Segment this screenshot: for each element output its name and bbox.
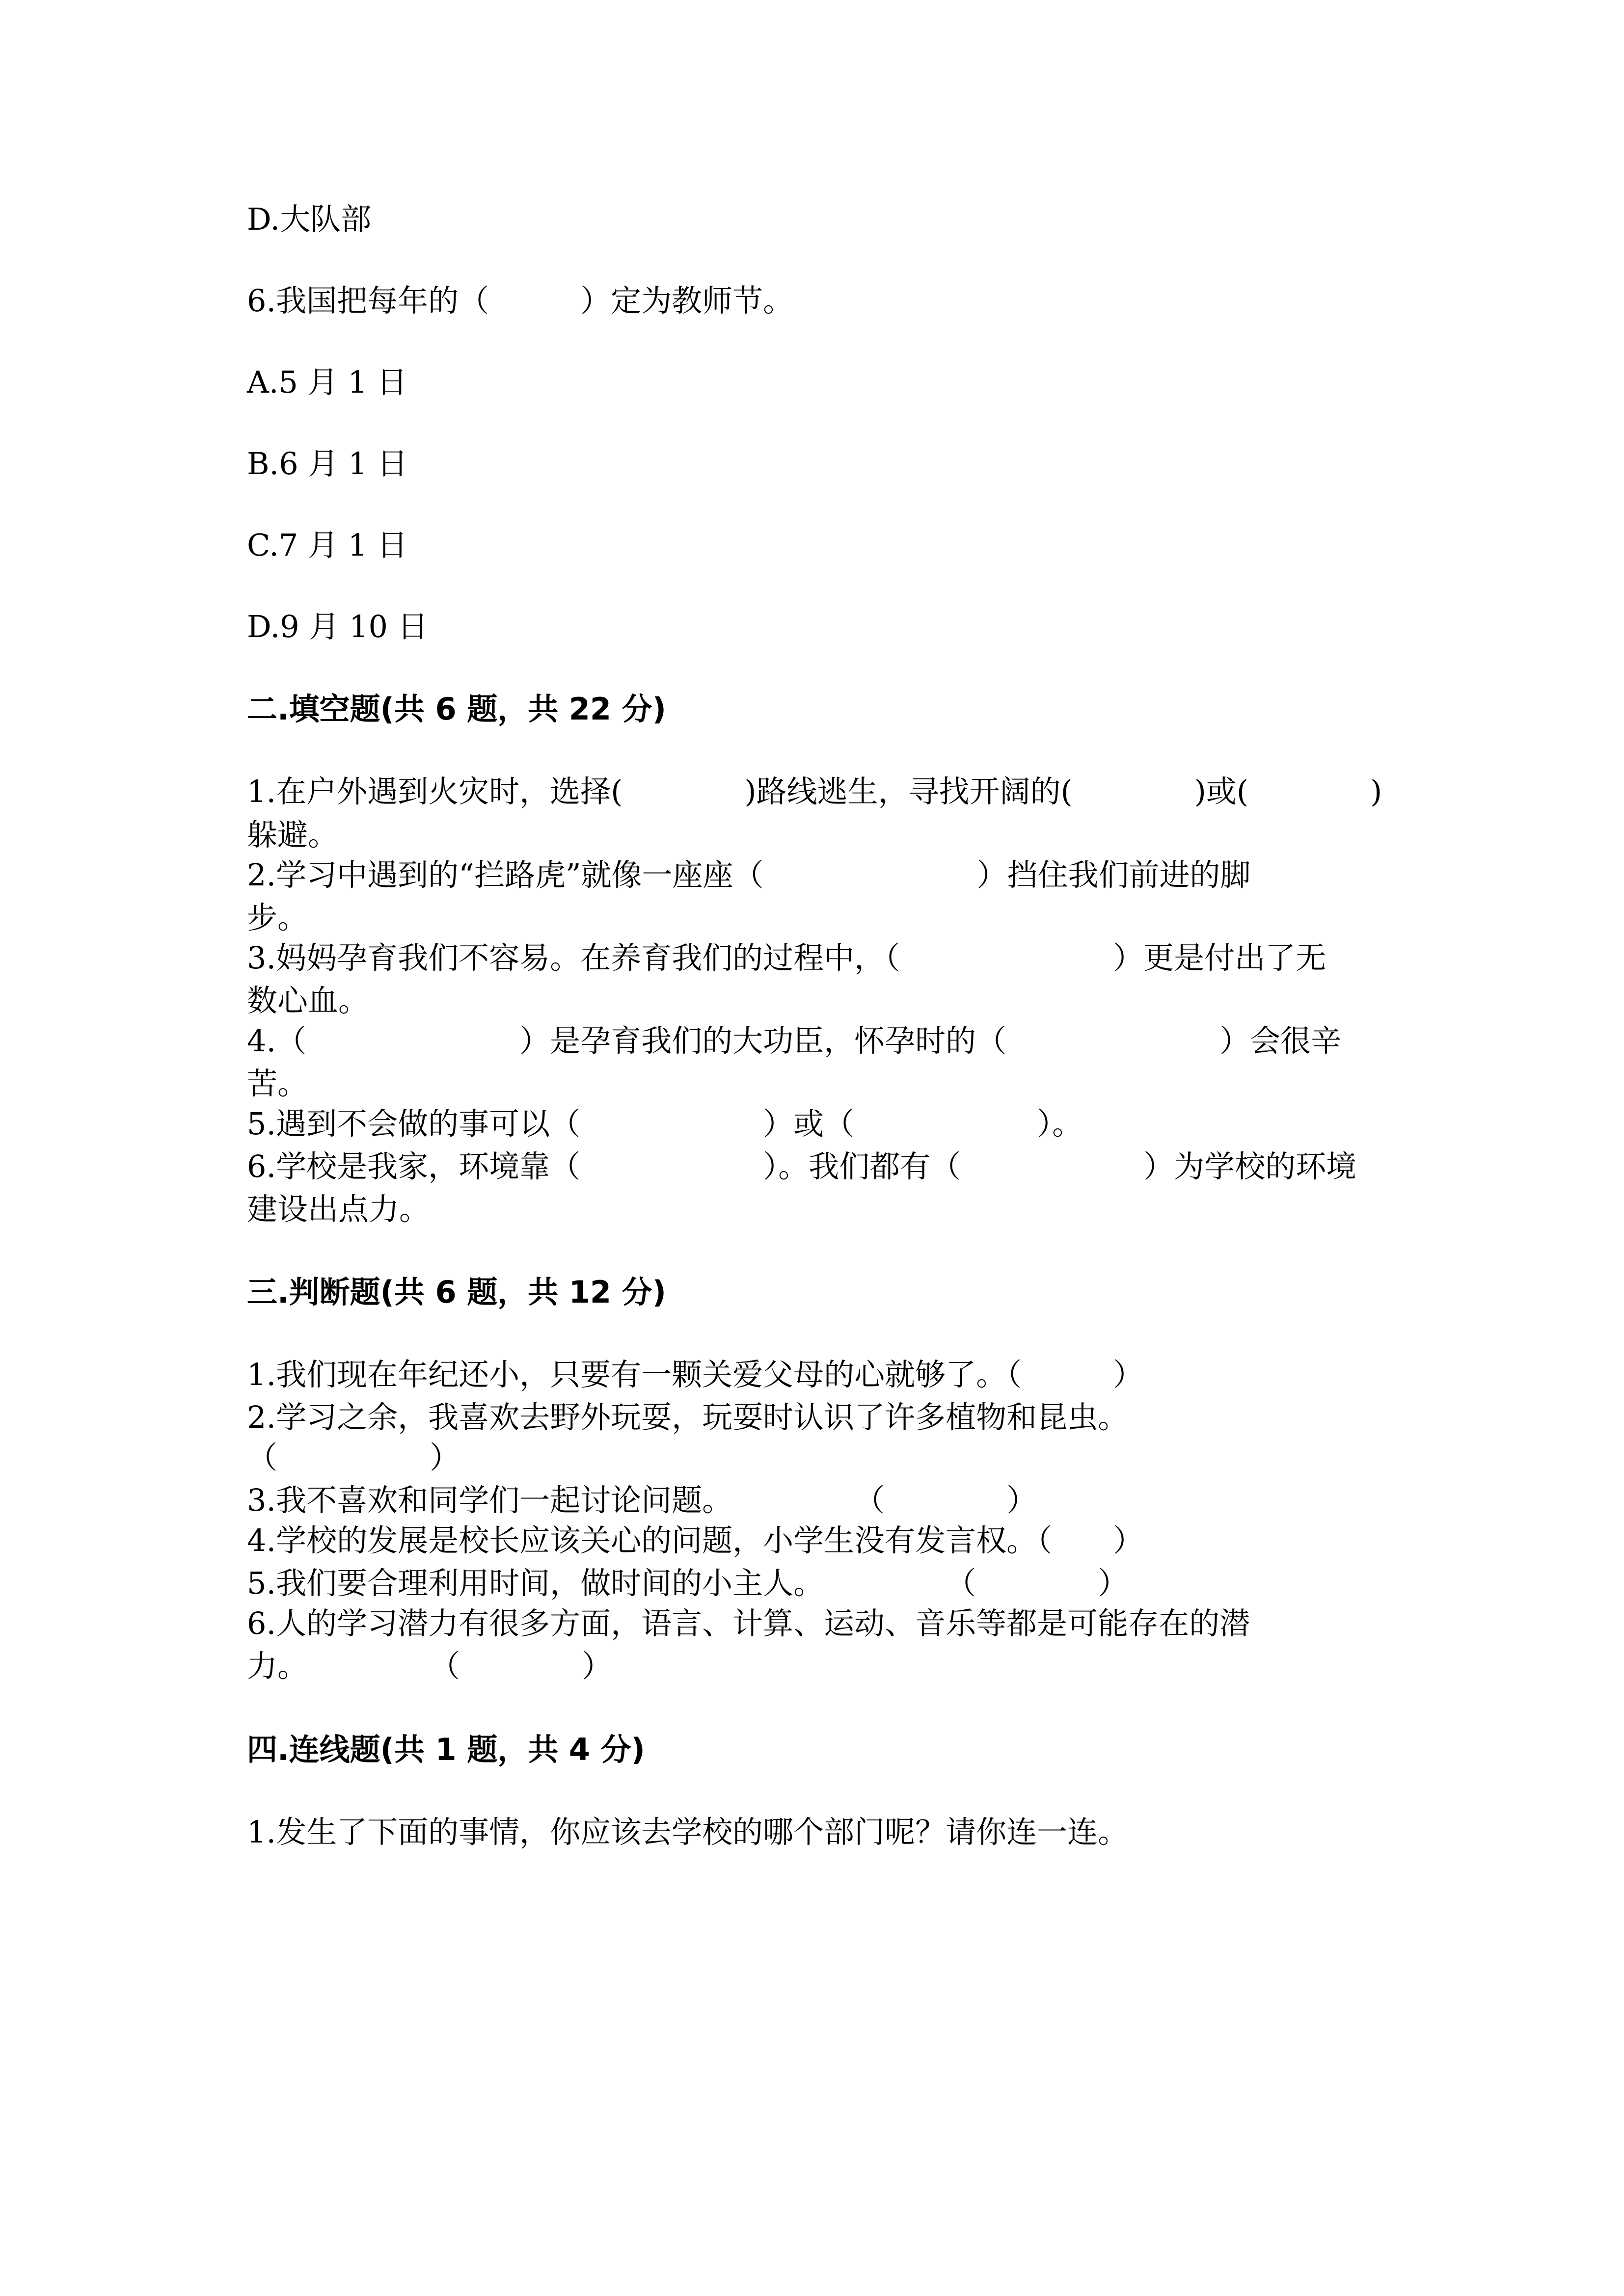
fill-line: 建设出点力。 — [247, 1191, 430, 1227]
fill-line: 1.在户外遇到火灾时，选择( )路线逃生，寻找开阔的( )或( ) — [247, 774, 1382, 809]
option-d-q5: D.大队部 — [247, 201, 372, 237]
fill-line: 数心血。 — [247, 983, 369, 1018]
judge-line: 5.我们要合理利用时间，做时间的小主人。 （ ） — [247, 1565, 1129, 1601]
judge-line: 3.我不喜欢和同学们一起讨论问题。 （ ） — [247, 1482, 1037, 1518]
option-c-q6: C.7 月 1 日 — [247, 527, 407, 563]
fill-line: 5.遇到不会做的事可以（ ）或（ ）。 — [247, 1106, 1083, 1142]
section-heading-matching: 四.连线题(共 1 题，共 4 分) — [247, 1732, 645, 1767]
fill-line: 苦。 — [247, 1066, 308, 1101]
judge-line: （ ） — [247, 1440, 460, 1475]
judge-line: 4.学校的发展是校长应该关心的问题，小学生没有发言权。（ ） — [247, 1522, 1144, 1558]
fill-line: 6.学校是我家，环境靠（ ）。我们都有（ ）为学校的环境 — [247, 1148, 1357, 1184]
option-d-q6: D.9 月 10 日 — [247, 609, 428, 644]
option-b-q6: B.6 月 1 日 — [247, 446, 408, 481]
question-6-stem: 6.我国把每年的（ ）定为教师节。 — [247, 283, 794, 319]
section-heading-true-false: 三.判断题(共 6 题，共 12 分) — [247, 1274, 666, 1310]
option-a-q6: A.5 月 1 日 — [247, 364, 407, 400]
match-question-1: 1.发生了下面的事情，你应该去学校的哪个部门呢？请你连一连。 — [247, 1814, 1129, 1850]
fill-line: 躲避。 — [247, 817, 339, 853]
judge-line: 力。 （ ） — [247, 1648, 613, 1684]
judge-line: 2.学习之余，我喜欢去野外玩耍，玩耍时认识了许多植物和昆虫。 — [247, 1399, 1129, 1435]
fill-line: 2.学习中遇到的“拦路虎”就像一座座（ ）挡住我们前进的脚 — [247, 857, 1251, 893]
fill-line: 3.妈妈孕育我们不容易。在养育我们的过程中，（ ）更是付出了无 — [247, 940, 1326, 976]
fill-line: 4.（ ）是孕育我们的大功臣，怀孕时的（ ）会很辛 — [247, 1023, 1342, 1059]
judge-line: 1.我们现在年纪还小，只要有一颗关爱父母的心就够了。（ ） — [247, 1357, 1144, 1392]
section-heading-fill-in: 二.填空题(共 6 题，共 22 分) — [247, 691, 666, 727]
fill-line: 步。 — [247, 900, 308, 935]
judge-line: 6.人的学习潜力有很多方面，语言、计算、运动、音乐等都是可能存在的潜 — [247, 1605, 1250, 1641]
